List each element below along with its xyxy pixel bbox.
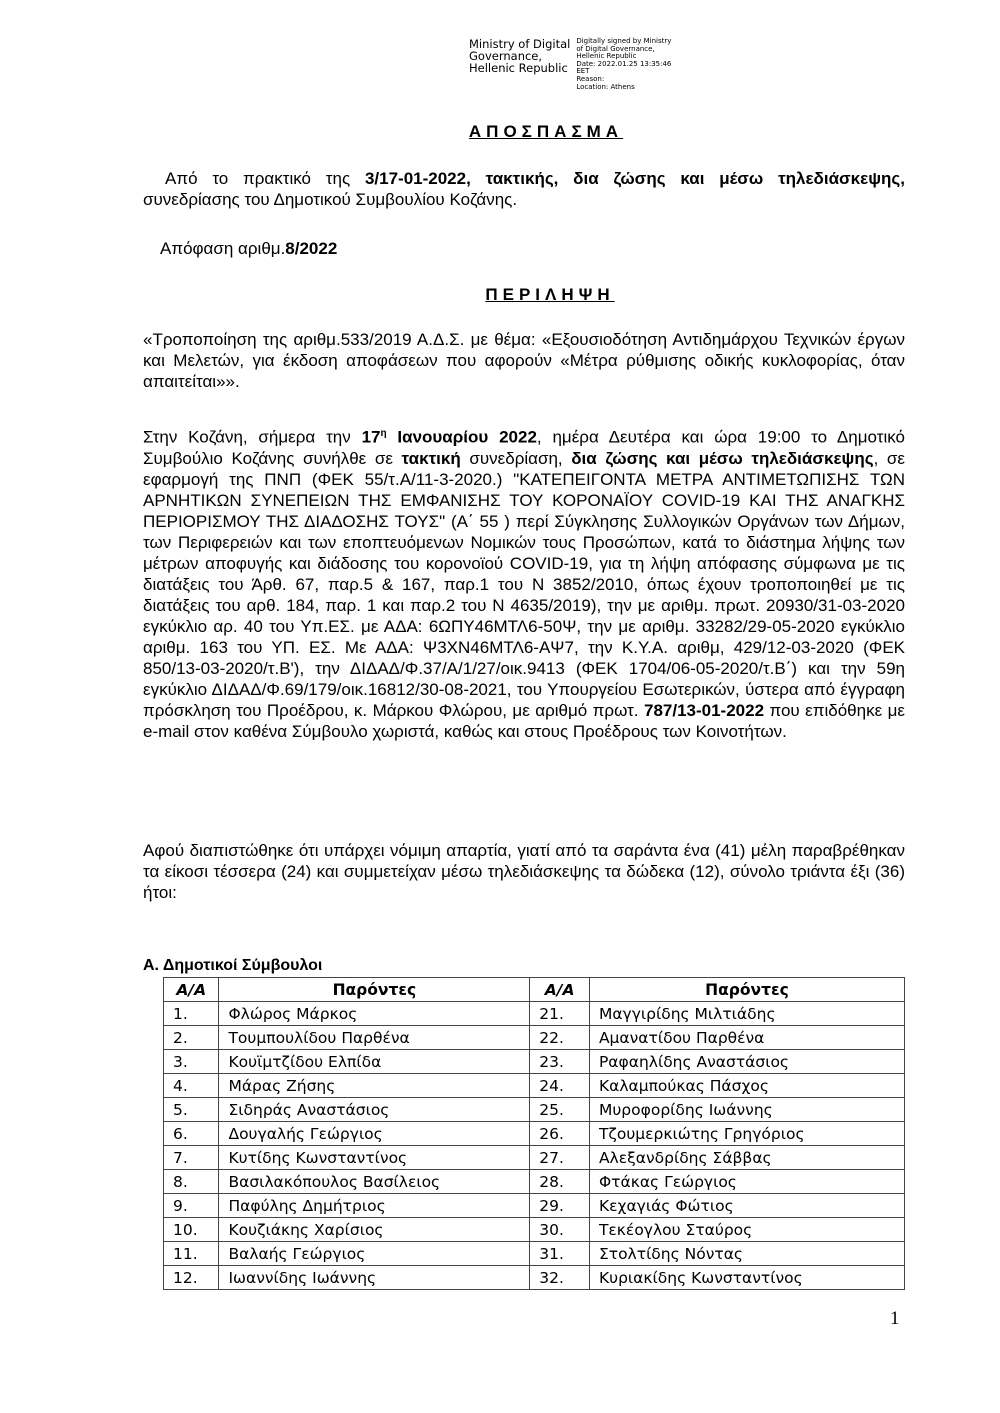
member-name: Τζουμερκιώτης Γρηγόριος	[589, 1122, 904, 1146]
row-number: 11.	[164, 1242, 219, 1266]
document-title: ΑΠΟΣΠΑΣΜΑ	[468, 122, 624, 141]
main-paragraph: Στην Κοζάνη, σήμερα την $17^\eta$ Ιανουαρίου 2022, ημέρα Δευτέρα και ώρα 19:00 το Δημοτικό Συμβούλιο Κοζάνης συνήλθε σε τακτική συνεδρίαση, δια ζώσης και μέσω τηλεδιάσκεψης, σε εφαρμογή της ΠΝΠ (ΦΕΚ 55/τ.Α/11-3-2020.) "ΚΑΤΕΠΕΙΓΟΝΤΑ ΜΕΤΡΑ ΑΝΤΙΜΕΤΩΠΙΣΗΣ ΤΩΝ ΑΡΝΗΤΙΚΩΝ ΣΥΝΕΠΕΙΩΝ ΤΗΣ ΕΜΦΑΝΙΣΗΣ ΤΟΥ ΚΟΡΟΝΑΪΟΥ COVID-19 ΚΑΙ ΤΗΣ ΑΝΑΓΚΗΣ ΠΕΡΙΟΡΙΣΜΟΥ ΤΗΣ ΔΙΑΔΟΣΗΣ ΤΟΥΣ" (Α΄ 55 ) περί Σύγκλησης Συλλογικών Οργάνων των Δήμων, των Περιφερειών και των εποπτευόμενων Νομικών τους Προσώπων, κατά το διάστημα λήψης των μέτρων αποφυγής και διάδοσης του κορονοϊού COVID-19, για τη λήψη απόφασης σύμφωνα με τις διατάξεις του Άρθ. 67, παρ.5 & 167, παρ.1 του Ν 3852/2010, όπως έχουν τροποποιηθεί με τις διατάξεις του αρθ. 184, παρ. 1 και παρ.2 του Ν 4635/2019), την με αριθμ. πρωτ. 20930/31-03-2020 εγκύκλιο αρ. 40 του Υπ.ΕΣ. με ΑΔΑ: 6ΩΠΥ46ΜΤΛ6-50Ψ, την με αριθμ. 33282/29-05-2020 εγκύκλιο αριθμ. 163 του ΥΠ. ΕΣ. Με ΑΔΑ: Ψ3ΧΝ46ΜΤΛ6-ΑΨ7, την Κ.Υ.Α. αριθμ, 429/12-03-2020 (ΦΕΚ 850/13-03-2020/τ.Β'), την ΔΙΔΑΔ/Φ.37/Α/1/27/οικ.9413 (ΦΕΚ 1704/06-05-2020/τ.Β΄) και την 59η εγκύκλιο ΔΙΔΑΔ/Φ.69/179/οικ.16812/30-08-2021, του Υπουργείου Εσωτερικών, ύστερα από έγγραφη πρόσκληση του Προέδρου, κ. Μάρκου Φλώρου, με αριθμό πρωτ. 787/13-01-2022 που επιδόθηκε με e-mail στον καθένα Σύμβουλο χωριστά, καθώς και στους Προέδρους των Κοινοτήτων.	[143, 427, 905, 741]
members-table-body	[164, 1002, 905, 1290]
member-name: Βαλαής Γεώργιος	[219, 1242, 530, 1266]
row-number: 30.	[530, 1218, 590, 1242]
table-row	[164, 1218, 905, 1242]
row-number: 21.	[530, 1002, 590, 1026]
row-number: 26.	[530, 1122, 590, 1146]
member-name: Φλώρος Μάρκος	[219, 1002, 530, 1026]
member-name: Καλαμπούκας Πάσχος	[589, 1074, 904, 1098]
table-row	[164, 1026, 905, 1050]
row-number: 25.	[530, 1098, 590, 1122]
member-name: Παφύλης Δημήτριος	[219, 1194, 530, 1218]
quorum-paragraph: Αφού διαπιστώθηκε ότι υπάρχει νόμιμη απαρτία, γιατί από τα σαράντα ένα (41) μέλη παραβρέθηκαν τα είκοσι τέσσερα (24) και συμμετείχαν μέσω τηλεδιάσκεψης τα δώδεκα (12), σύνολο τριάντα έξι (36) ήτοι:	[143, 841, 905, 902]
row-number: 6.	[164, 1122, 219, 1146]
table-row	[164, 1098, 905, 1122]
member-name: Κεχαγιάς Φώτιος	[589, 1194, 904, 1218]
table-row	[164, 1050, 905, 1074]
page-number: 1	[890, 1308, 900, 1329]
row-number: 2.	[164, 1026, 219, 1050]
member-name: Κυριακίδης Κωνσταντίνος	[589, 1266, 904, 1290]
digital-signature	[469, 38, 671, 91]
table-row	[164, 1242, 905, 1266]
table-row	[164, 1266, 905, 1290]
member-name: Αμανατίδου Παρθένα	[589, 1026, 904, 1050]
member-name: Ραφαηλίδης Αναστάσιος	[589, 1050, 904, 1074]
row-number: 31.	[530, 1242, 590, 1266]
member-name: Στολτίδης Νόντας	[589, 1242, 904, 1266]
row-number: 4.	[164, 1074, 219, 1098]
member-name: Ιωαννίδης Ιωάννης	[219, 1266, 530, 1290]
row-number: 12.	[164, 1266, 219, 1290]
row-number: 1.	[164, 1002, 219, 1026]
row-number: 22.	[530, 1026, 590, 1050]
decision-number: Απόφαση αριθμ.8/2022	[160, 239, 338, 258]
member-name: Κυτίδης Κωνσταντίνος	[219, 1146, 530, 1170]
table-row	[164, 1170, 905, 1194]
signature-signer: Ministry of Digital Governance, Hellenic Republic	[469, 37, 571, 75]
table-row	[164, 1194, 905, 1218]
member-name: Αλεξανδρίδης Σάββας	[589, 1146, 904, 1170]
row-number: 32.	[530, 1266, 590, 1290]
table-row	[164, 1002, 905, 1026]
row-number: 8.	[164, 1170, 219, 1194]
row-number: 24.	[530, 1074, 590, 1098]
summary-title: ΠΕΡΙΛΗΨΗ	[485, 285, 615, 304]
header-present: Παρόντες	[589, 978, 904, 1002]
table-row	[164, 1146, 905, 1170]
members-table	[163, 977, 905, 1290]
member-name: Τουμπουλίδου Παρθένα	[219, 1026, 530, 1050]
table-header-row	[164, 978, 905, 1002]
table-row	[164, 1074, 905, 1098]
member-name: Σιδηράς Αναστάσιος	[219, 1098, 530, 1122]
section-heading: Α. Δημοτικοί Σύμβουλοι	[143, 957, 323, 974]
member-name: Μάρας Ζήσης	[219, 1074, 530, 1098]
row-number: 9.	[164, 1194, 219, 1218]
row-number: 3.	[164, 1050, 219, 1074]
row-number: 10.	[164, 1218, 219, 1242]
member-name: Φτάκας Γεώργιος	[589, 1170, 904, 1194]
subject-paragraph: «Τροποποίηση της αριθμ.533/2019 Α.Δ.Σ. με θέμα: «Εξουσιοδότηση Αντιδημάρχου Τεχνικών έργων και Μελετών, για έκδοση αποφάσεων που αφορούν «Μέτρα ρύθμισης οδικής κυκλοφορίας, όταν απαιτείται»».	[143, 330, 905, 391]
member-name: Δουγαλής Γεώργιος	[219, 1122, 530, 1146]
intro-paragraph: Από το πρακτικό της 3/17-01-2022, τακτικής, δια ζώσης και μέσω τηλεδιάσκεψης, συνεδρίασης του Δημοτικού Συμβουλίου Κοζάνης.	[143, 169, 905, 209]
row-number: 27.	[530, 1146, 590, 1170]
header-aa: Α/Α	[164, 978, 219, 1002]
member-name: Κουζιάκης Χαρίσιος	[219, 1218, 530, 1242]
member-name: Μαγγιρίδης Μιλτιάδης	[589, 1002, 904, 1026]
table-row	[164, 1122, 905, 1146]
row-number: 23.	[530, 1050, 590, 1074]
member-name: Βασιλακόπουλος Βασίλειος	[219, 1170, 530, 1194]
row-number: 7.	[164, 1146, 219, 1170]
row-number: 29.	[530, 1194, 590, 1218]
header-present: Παρόντες	[219, 978, 530, 1002]
member-name: Κουϊμτζίδου Ελπίδα	[219, 1050, 530, 1074]
signature-details: Digitally signed by Ministry of Digital Governance, Hellenic Republic Date: 2022.01.25 13:35:46 EET Reason: Location: Athens	[576, 37, 672, 91]
member-name: Τεκέογλου Σταύρος	[589, 1218, 904, 1242]
row-number: 5.	[164, 1098, 219, 1122]
header-aa: Α/Α	[530, 978, 590, 1002]
member-name: Μυροφορίδης Ιωάννης	[589, 1098, 904, 1122]
row-number: 28.	[530, 1170, 590, 1194]
